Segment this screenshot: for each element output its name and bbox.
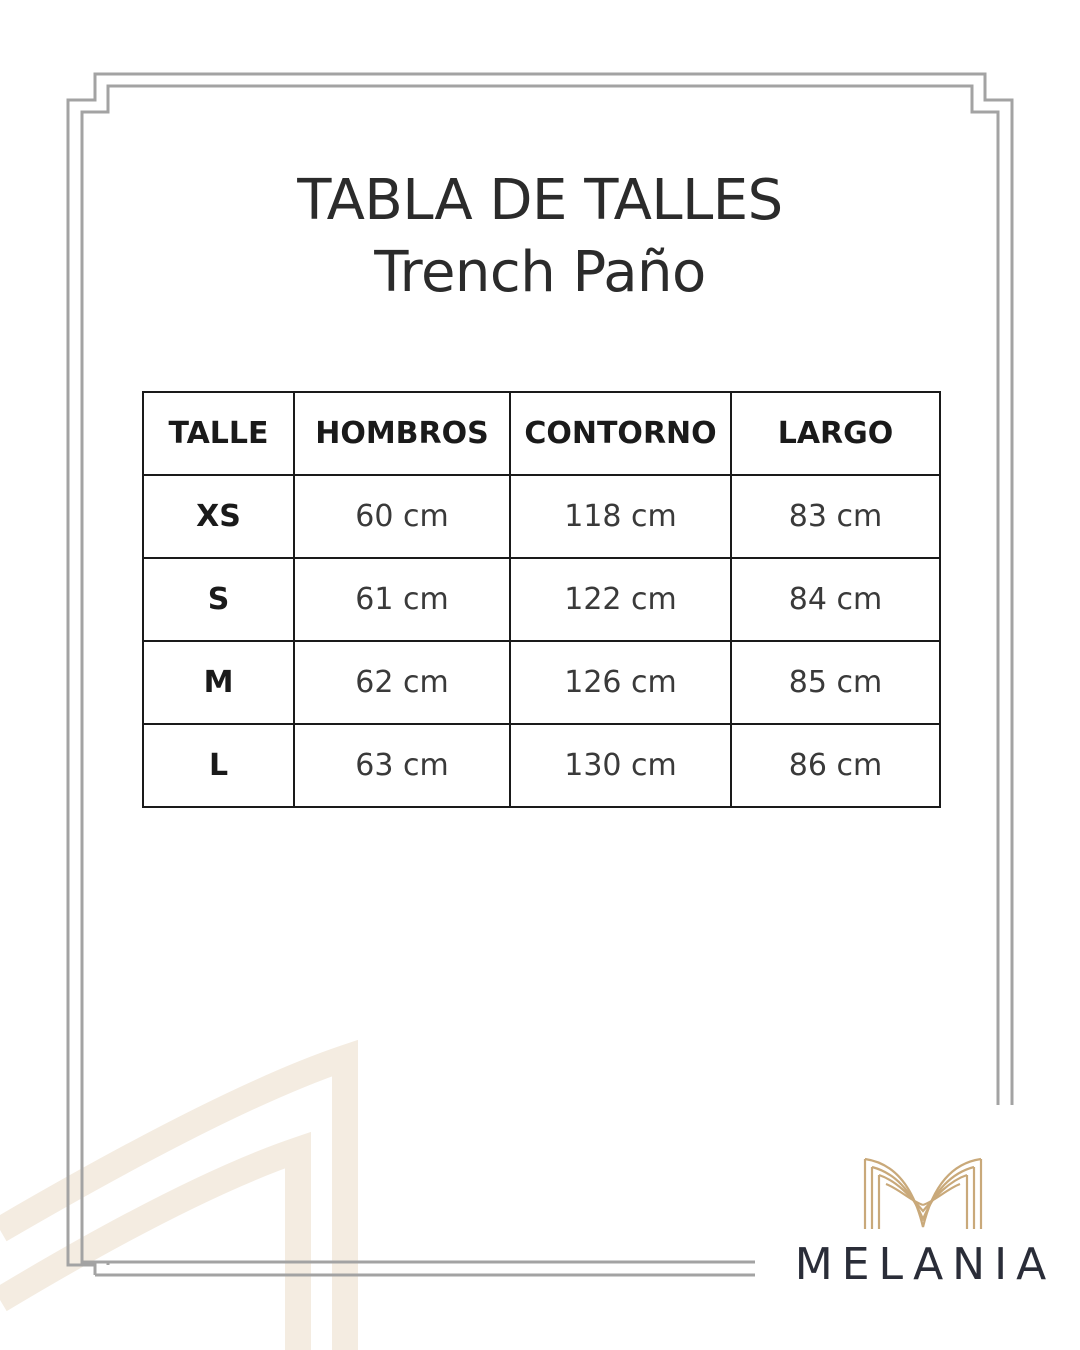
size-chart-table xyxy=(142,391,941,808)
cell-hombros: 60 cm xyxy=(294,475,510,558)
title-product: Trench Paño xyxy=(374,240,706,305)
table-row xyxy=(143,641,940,724)
cell-largo: 84 cm xyxy=(731,558,940,641)
cell-contorno: 122 cm xyxy=(510,558,731,641)
table-row xyxy=(143,558,940,641)
title-main: TABLA DE TALLES xyxy=(297,168,783,233)
header-largo: LARGO xyxy=(731,392,940,475)
cell-contorno: 126 cm xyxy=(510,641,731,724)
cell-largo: 85 cm xyxy=(731,641,940,724)
melania-m-logo-icon xyxy=(863,1155,983,1231)
cell-largo: 86 cm xyxy=(731,724,940,807)
cell-hombros: 61 cm xyxy=(294,558,510,641)
page-title xyxy=(0,165,1080,309)
cell-largo: 83 cm xyxy=(731,475,940,558)
header-contorno: CONTORNO xyxy=(510,392,731,475)
header-talle: TALLE xyxy=(143,392,294,475)
cell-talle: S xyxy=(143,558,294,641)
table-header-row xyxy=(143,392,940,475)
cell-hombros: 62 cm xyxy=(294,641,510,724)
brand-name: MELANIA xyxy=(794,1239,1056,1290)
cell-hombros: 63 cm xyxy=(294,724,510,807)
cell-talle: M xyxy=(143,641,294,724)
cell-talle: XS xyxy=(143,475,294,558)
table-row xyxy=(143,724,940,807)
cell-contorno: 118 cm xyxy=(510,475,731,558)
header-hombros: HOMBROS xyxy=(294,392,510,475)
cell-contorno: 130 cm xyxy=(510,724,731,807)
brand-logo xyxy=(790,1155,1060,1305)
cell-talle: L xyxy=(143,724,294,807)
table-row xyxy=(143,475,940,558)
